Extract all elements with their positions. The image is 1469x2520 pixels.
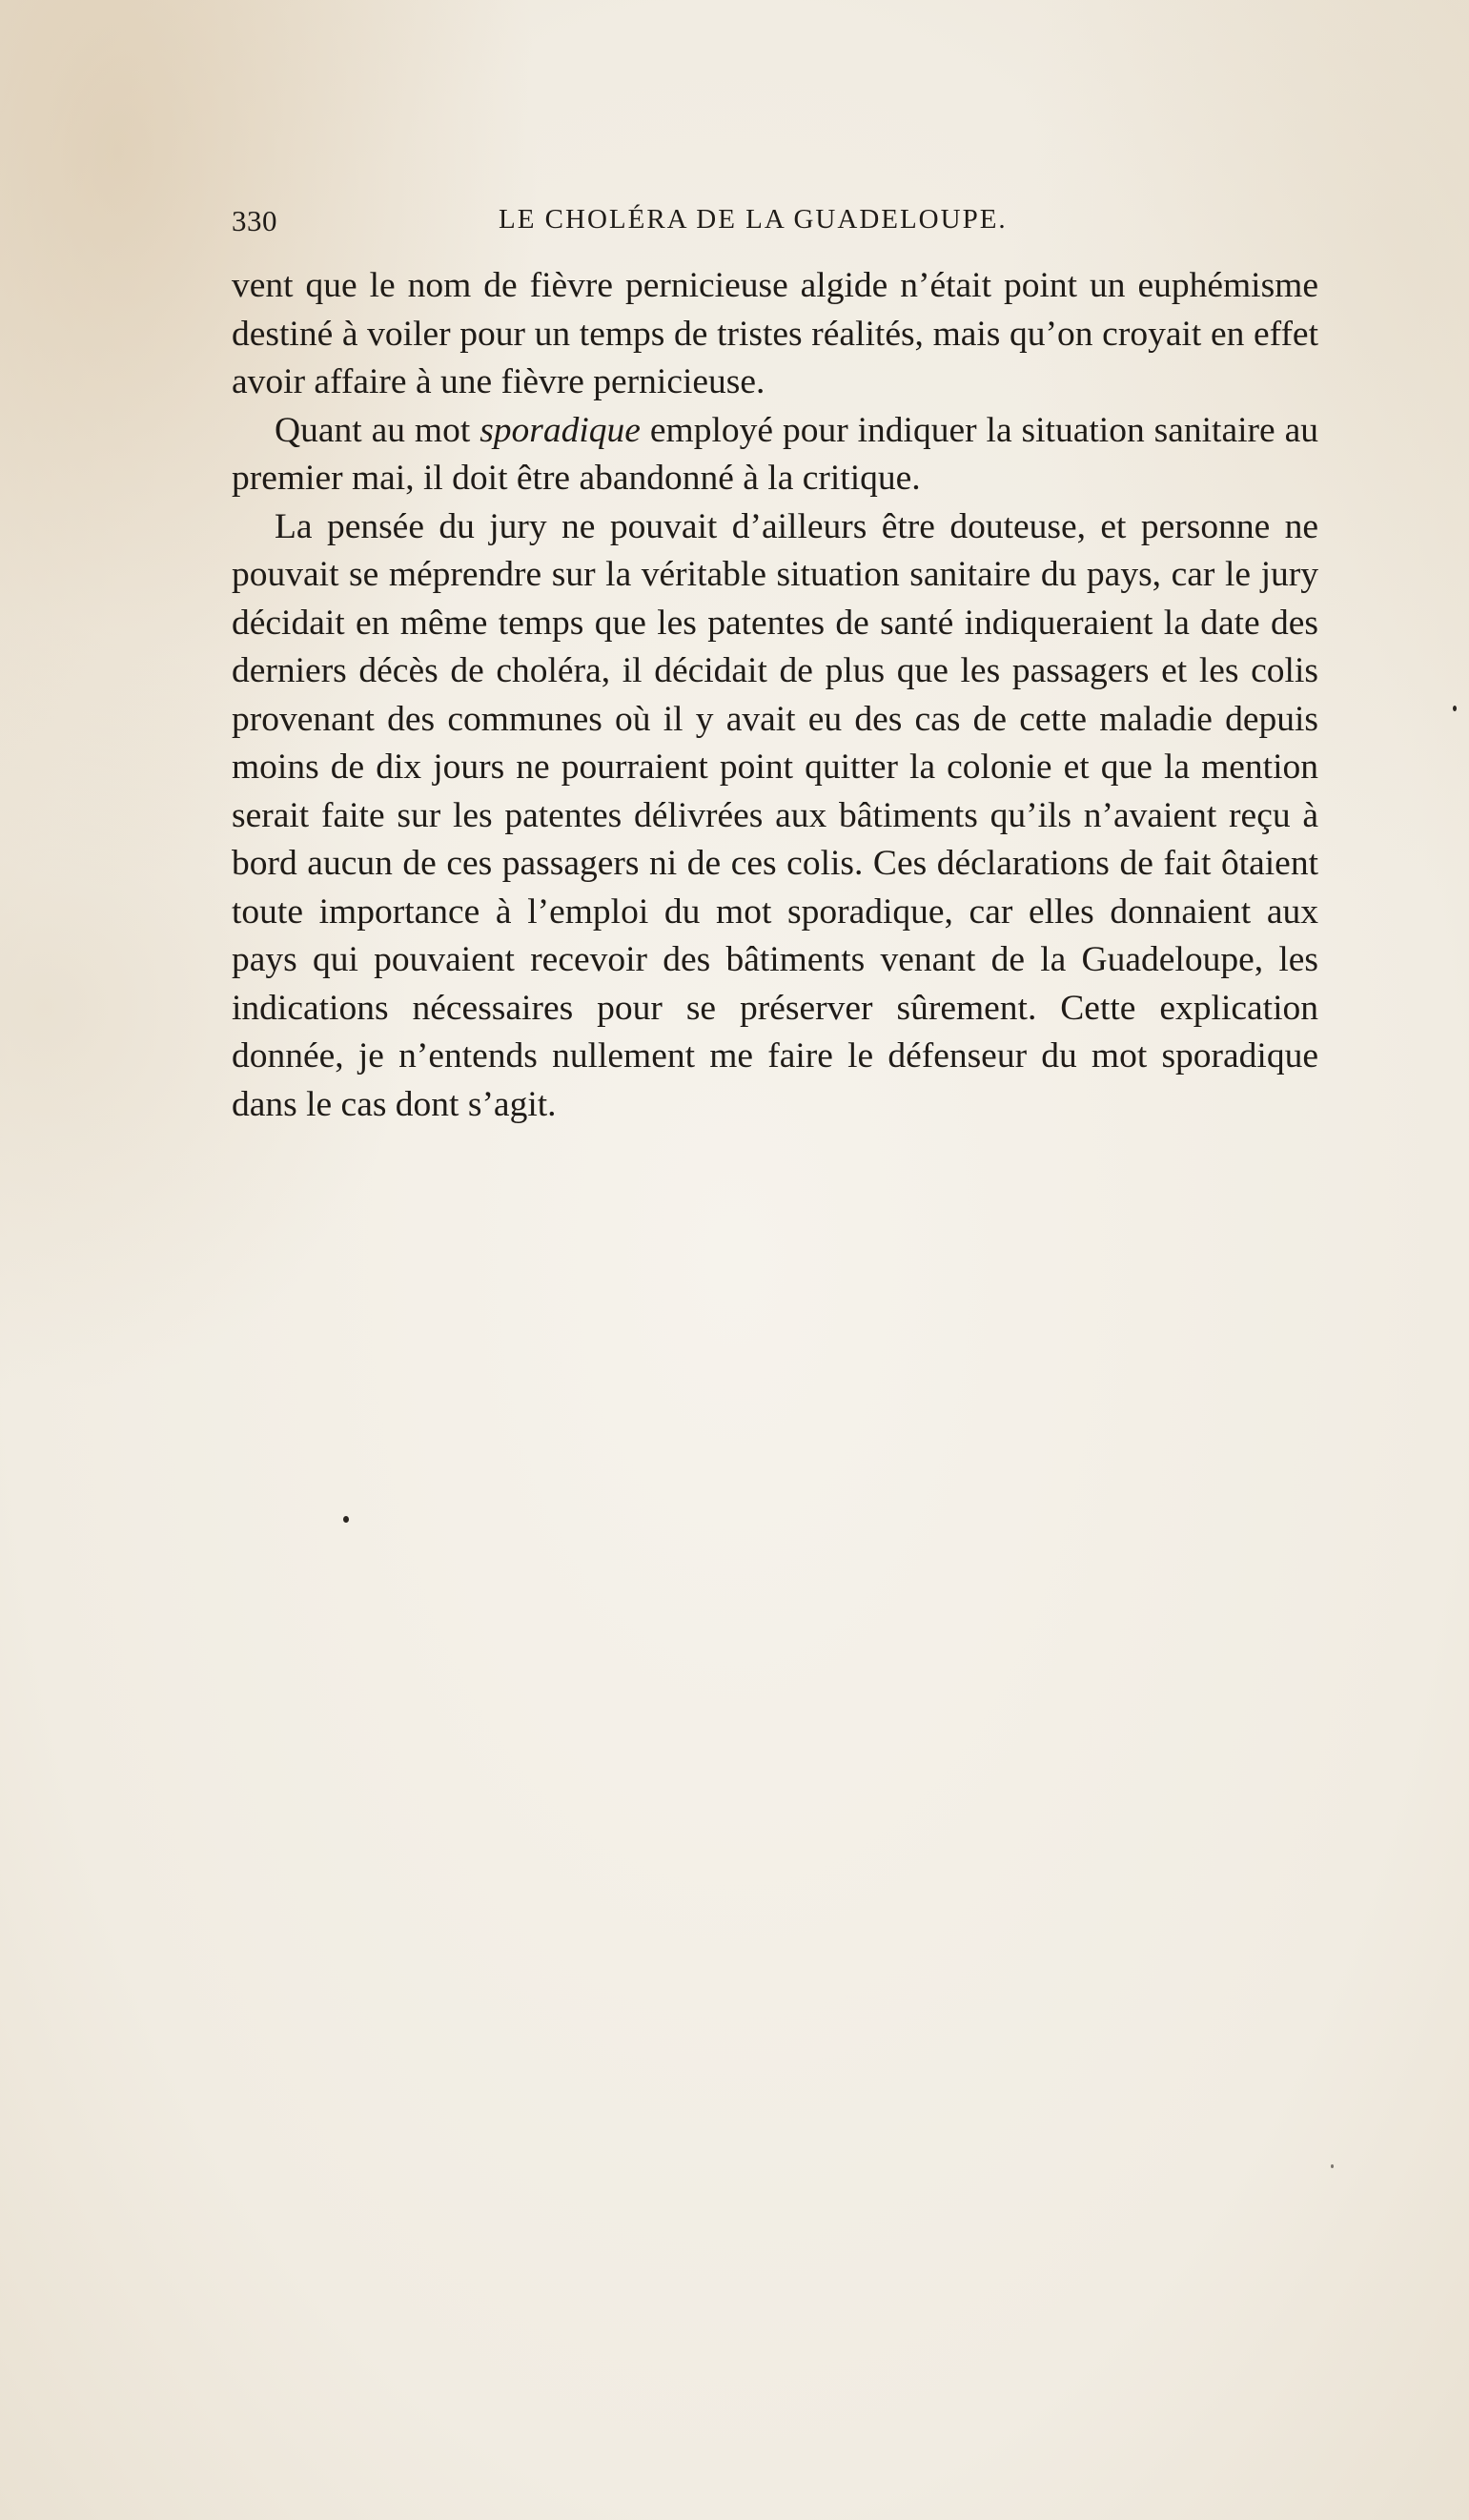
page-number: 330 <box>232 204 277 237</box>
ink-speck <box>1453 706 1457 711</box>
paragraph-1: vent que le nom de fièvre pernicieuse algide n’était point un euphémisme destiné à voiler pour un temps de tristes réalités, mais qu’on croyait en effet avoir affaire à une fièvre pernicieuse. <box>232 266 1318 401</box>
ink-speck <box>1331 2164 1334 2168</box>
ink-speck <box>343 1516 349 1523</box>
paragraph-2-end: employé pour indiquer la situation sanitaire au premier mai, il doit être abandonné à la critique. <box>232 410 1318 498</box>
paragraph-3: La pensée du jury ne pouvait d’ailleurs être douteuse, et personne ne pouvait se méprendre sur la véritable situation sanitaire du pays, car le jury décidait en même temps que les patentes de santé indiqueraient la date des derniers décès de choléra, il décidait de plus que les passagers et les colis provenant des communes où il y avait eu des cas de cette maladie depuis moins de dix jours ne pourraient point quitter la colonie et que la mention serait faite sur les patentes délivrées aux bâtiments qu’ils n’avaient reçu à bord aucun de ces passagers ni de ces colis. Ces déclarations de fait ôtaient toute importance à l’emploi du mot sporadique, car elles donnaient aux pays qui pouvaient recevoir des bâtiments venant de la Guadeloupe, les indications nécessaires pour se préserver sûrement. Cette explication donnée, je n’entends nullement me faire le défenseur du mot sporadique dans le cas dont s’agit. <box>232 506 1318 1124</box>
running-title: LE CHOLÉRA DE LA GUADELOUPE. <box>499 204 1008 235</box>
paragraph-2-start: Quant au mot <box>275 410 480 450</box>
emphasis-sporadique: sporadique <box>479 410 641 450</box>
page-header <box>232 204 1318 242</box>
body-text <box>232 262 1318 1129</box>
paragraph-2 <box>232 407 1318 503</box>
